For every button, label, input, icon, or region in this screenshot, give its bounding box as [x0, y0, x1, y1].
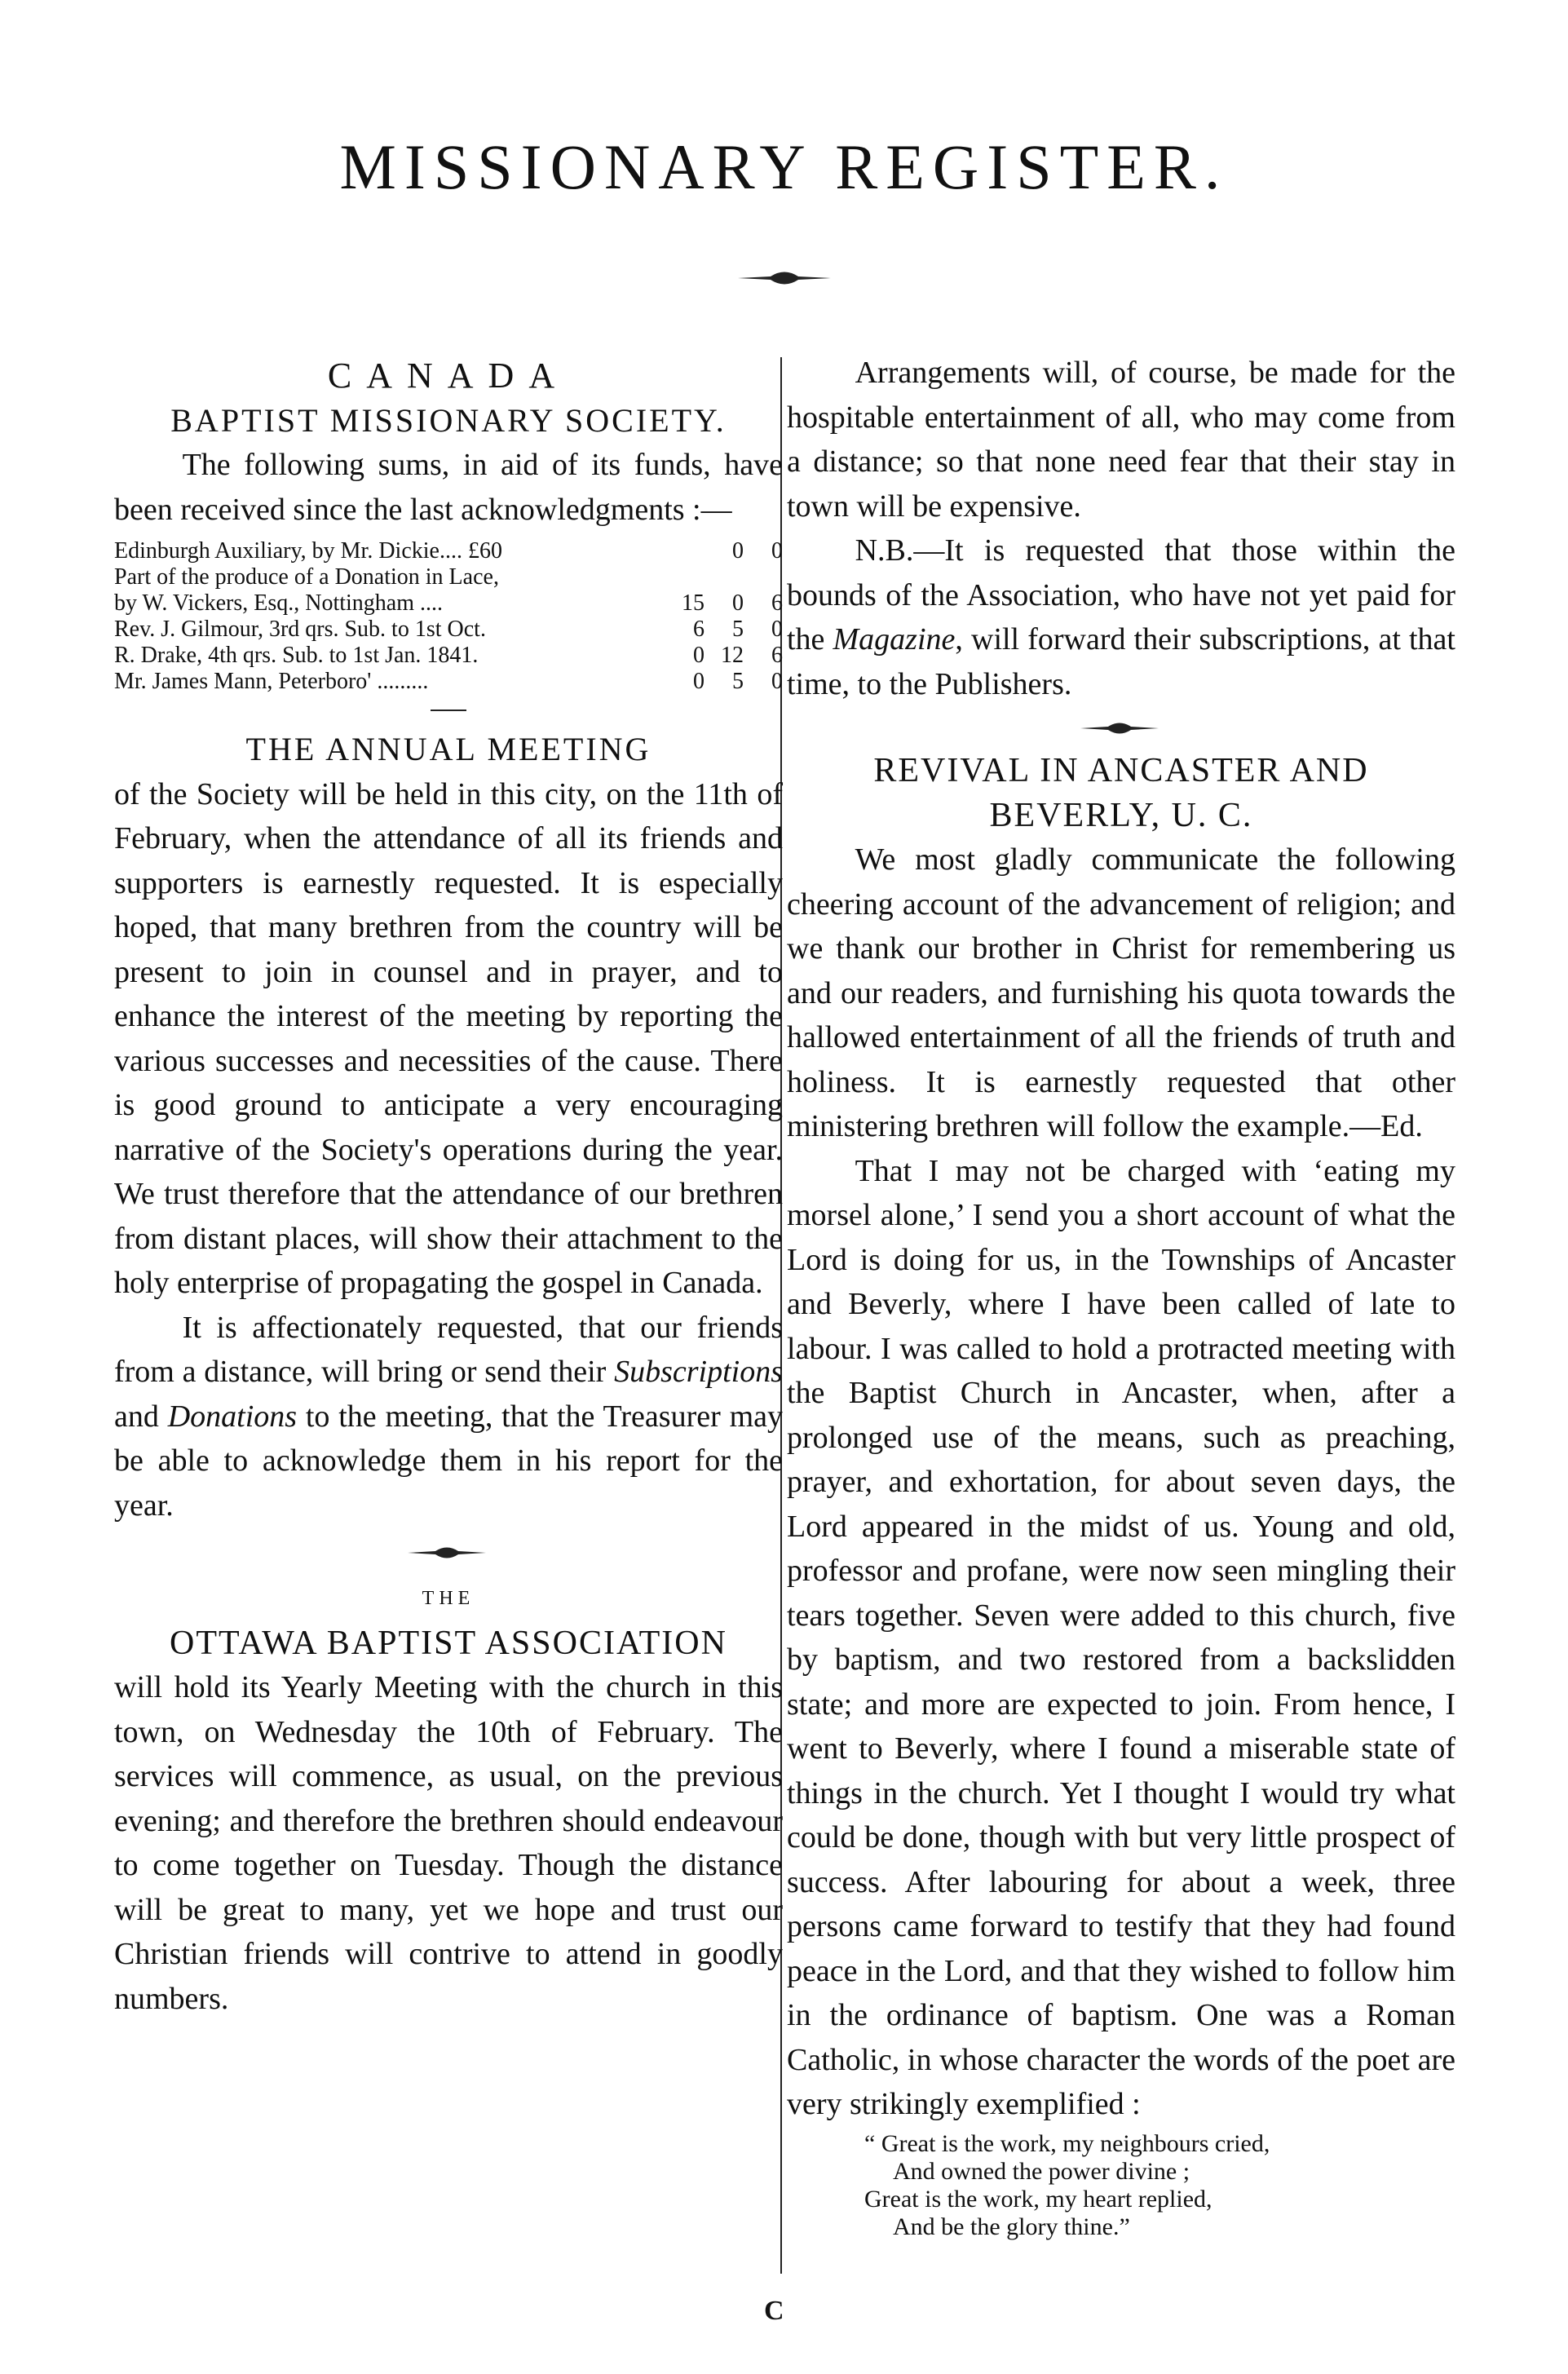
sum-shillings: 12 [721, 643, 744, 668]
section-heading-canada: CANADA [327, 356, 570, 396]
sum-pence: 6 [771, 590, 783, 616]
ottawa-association-paragraph: will hold its Yearly Meeting with the church in this town, on Wednesday the 10th of February. The services will commence, as usual, on the previous evening; and therefore the brethren should endeavour to come together on Tuesday. Though the distance will be great to many, yet we hope and trust our Christian friends will contrive to attend in goodly numbers. [114, 1670, 783, 2016]
sum-pounds [665, 538, 704, 564]
poem-line: And be the glory thine.” [893, 2213, 1130, 2240]
left-column [114, 351, 783, 2021]
section-heading-ottawa-association: OTTAWA BAPTIST ASSOCIATION [170, 1624, 727, 1662]
sum-shillings: 5 [732, 617, 744, 642]
sum-row [114, 564, 783, 590]
sum-pence: 0 [771, 669, 783, 694]
text-run: N.B.—It is requested that those within the bounds of the Association, who have not yet paid for the [787, 533, 1455, 656]
sum-label: Edinburgh Auxiliary, by Mr. Dickie.... £60 [114, 538, 502, 564]
nb-paragraph [787, 528, 1455, 706]
sum-pounds: 6 [693, 617, 704, 642]
poem-line: And owned the power divine ; [893, 2157, 1190, 2185]
editor-intro-paragraph: We most gladly communicate the following cheering account of the advancement of religion; and we thank our brother in Christ for remembering us and our readers, and furnishing his quota towards the hallowed entertainment of all the friends of truth and holiness. It is earnestly requested that other ministering brethren will follow the example.—Ed. [787, 842, 1455, 1143]
sum-row [114, 590, 783, 617]
sum-pence [744, 564, 783, 590]
ornamental-divider-icon [738, 269, 831, 287]
funds-intro-paragraph: The following sums, in aid of its funds, have been received since the last acknowledgments :— [114, 448, 783, 527]
text-run: , will forward their subscriptions, at that time, to the Publishers. [787, 622, 1455, 701]
divider-container [787, 706, 1455, 749]
section-pre-heading-the: THE [422, 1588, 475, 1609]
text-run: and [114, 1399, 168, 1434]
sum-pence: 6 [771, 643, 783, 668]
annual-meeting-paragraph: of the Society will be held in this city, on the 11th of February, when the attendance of all its friends and supporters is earnestly requested. It is especially hoped, that many brethren from the country will be present to join in counsel and in prayer, and to enhance the interest of the meeting by reporting the various successes and necessities of the cause. There is good ground to anticipate a very encouraging narrative of the Society's operations during the year. We trust therefore that the attendance of our brethren from distant places, will show their attachment to the holy enterprise of propagating the gospel in Canada. [114, 776, 783, 1300]
poem-quote [787, 2130, 1455, 2241]
sum-label: Rev. J. Gilmour, 3rd qrs. Sub. to 1st Oct. [114, 617, 486, 642]
poem-line: “ Great is the work, my neighbours cried, [864, 2129, 1270, 2157]
section-subheading-baptist-missionary-society: BAPTIST MISSIONARY SOCIETY. [170, 401, 727, 439]
poem-line: Great is the work, my heart replied, [864, 2185, 1212, 2213]
page-title: MISSIONARY REGISTER. [339, 131, 1229, 202]
right-column [787, 351, 1455, 2241]
sum-shillings: 5 [732, 669, 744, 694]
ornamental-divider-icon [1080, 721, 1159, 736]
sum-pence: 0 [771, 538, 783, 564]
section-heading-revival: REVIVAL IN ANCASTER AND BEVERLY, U. C. [873, 752, 1369, 834]
sum-row [114, 643, 783, 669]
sum-pounds: 0 [693, 643, 704, 668]
subscriptions-paragraph [114, 1306, 783, 1528]
sum-row [114, 617, 783, 643]
sum-row [114, 669, 783, 695]
sum-row [114, 538, 783, 564]
arrangements-paragraph: Arrangements will, of course, be made for the hospitable entertainment of all, who may come from a distance; so that none need fear that their stay in town will be expensive. [787, 356, 1455, 524]
sums-table [114, 538, 783, 695]
sum-pounds [665, 564, 704, 590]
sum-pence: 0 [771, 617, 783, 642]
italic-magazine: Magazine [833, 622, 956, 656]
text-run: It is affectionately requested, that our friends from a distance, will bring or send their [114, 1310, 783, 1389]
italic-subscriptions: Subscriptions [614, 1355, 783, 1389]
sum-shillings [704, 564, 744, 590]
sum-shillings: 0 [732, 590, 744, 616]
text-run: to the meeting, that the Treasurer may be able to acknowledge them in his report for the year. [114, 1399, 783, 1523]
section-heading-annual-meeting: THE ANNUAL MEETING [245, 731, 651, 767]
ornamental-divider-icon [408, 1545, 486, 1560]
sum-label: Part of the produce of a Donation in Lace, [114, 564, 499, 590]
sum-label: Mr. James Mann, Peterboro' ......... [114, 669, 429, 694]
sum-pounds: 0 [693, 669, 704, 694]
short-divider [431, 710, 466, 711]
divider-container [114, 1527, 783, 1576]
sum-shillings: 0 [732, 538, 744, 564]
sum-pounds: 15 [682, 590, 704, 616]
sum-label: R. Drake, 4th qrs. Sub. to 1st Jan. 1841. [114, 643, 479, 668]
signature-mark: C [764, 2296, 784, 2326]
sum-label: by W. Vickers, Esq., Nottingham .... [114, 590, 444, 616]
italic-donations: Donations [167, 1399, 298, 1434]
revival-account-paragraph: That I may not be charged with ‘eating my morsel alone,’ I send you a short account of what the Lord is doing for us, in the Townships of Ancaster and Beverly, where I have been called of late to labour. I was called to hold a protracted meeting with the Baptist Church in Ancaster, when, after a prolonged use of the means, such as preaching, prayer, and exhortation, for about seven days, the Lord appeared in the midst of us. Young and old, professor and profane, were now seen mingling their tears together. Seven were added to this church, five by baptism, and two restored from a backslidden state; and more are expected to join. From hence, I went to Beverly, where I found a miserable state of things in the church. Yet I thought I would try what could be done, though with but very little prospect of success. After labouring for about a week, three persons came forward to testify that they had found peace in the Lord, and that they wished to follow him in the ordinance of baptism. One was a Roman Catholic, in whose character the words of the poet are very strikingly exemplified : [787, 1153, 1455, 2121]
